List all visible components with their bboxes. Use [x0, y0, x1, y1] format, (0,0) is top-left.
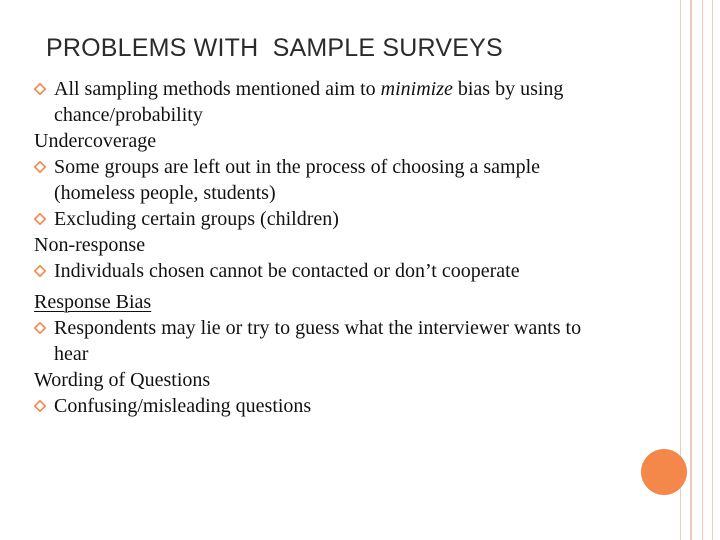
bullet-continuation: (homeless people, students): [54, 182, 276, 204]
hollow-diamond-icon: [34, 322, 46, 334]
section-heading: Non-response: [34, 234, 146, 256]
border-line: [712, 0, 713, 540]
border-line: [702, 0, 703, 540]
section-heading: [34, 289, 654, 315]
hollow-diamond-icon: [34, 400, 46, 412]
bullet-item: [34, 393, 654, 419]
emphasis-text: minimize: [380, 78, 453, 100]
section-heading-link[interactable]: Response Bias: [34, 291, 152, 313]
bullet-text: Excluding certain groups (children): [54, 208, 339, 230]
bullet-continuation: hear: [54, 343, 89, 365]
hollow-diamond-icon: [34, 265, 46, 277]
bullet-text: Confusing/misleading questions: [54, 395, 312, 417]
section-heading: Wording of Questions: [34, 369, 211, 391]
bullet-item: [34, 315, 654, 341]
bullet-text: Respondents may lie or try to guess what the interviewer wants to: [54, 317, 582, 339]
slide-body: [34, 76, 654, 419]
bullet-text: Individuals chosen cannot be contacted or don’t cooperate: [54, 260, 520, 282]
bullet-continuation: chance/probability: [54, 104, 203, 126]
hollow-diamond-icon: [34, 213, 46, 225]
bullet-item: [34, 76, 654, 102]
hollow-diamond-icon: [34, 161, 46, 173]
bullet-text: bias by using: [452, 78, 564, 100]
border-line: [690, 0, 692, 540]
bullet-item: [34, 154, 654, 180]
accent-circle: [641, 449, 687, 495]
slide-title: PROBLEMS WITH SAMPLE SURVEYS: [46, 34, 503, 62]
bullet-text: Some groups are left out in the process of choosing a sample: [54, 156, 540, 178]
bullet-item: [34, 206, 654, 232]
bullet-item: [34, 258, 654, 284]
section-heading: Undercoverage: [34, 130, 157, 152]
hollow-diamond-icon: [34, 83, 46, 95]
bullet-text: All sampling methods mentioned aim to: [54, 78, 381, 100]
